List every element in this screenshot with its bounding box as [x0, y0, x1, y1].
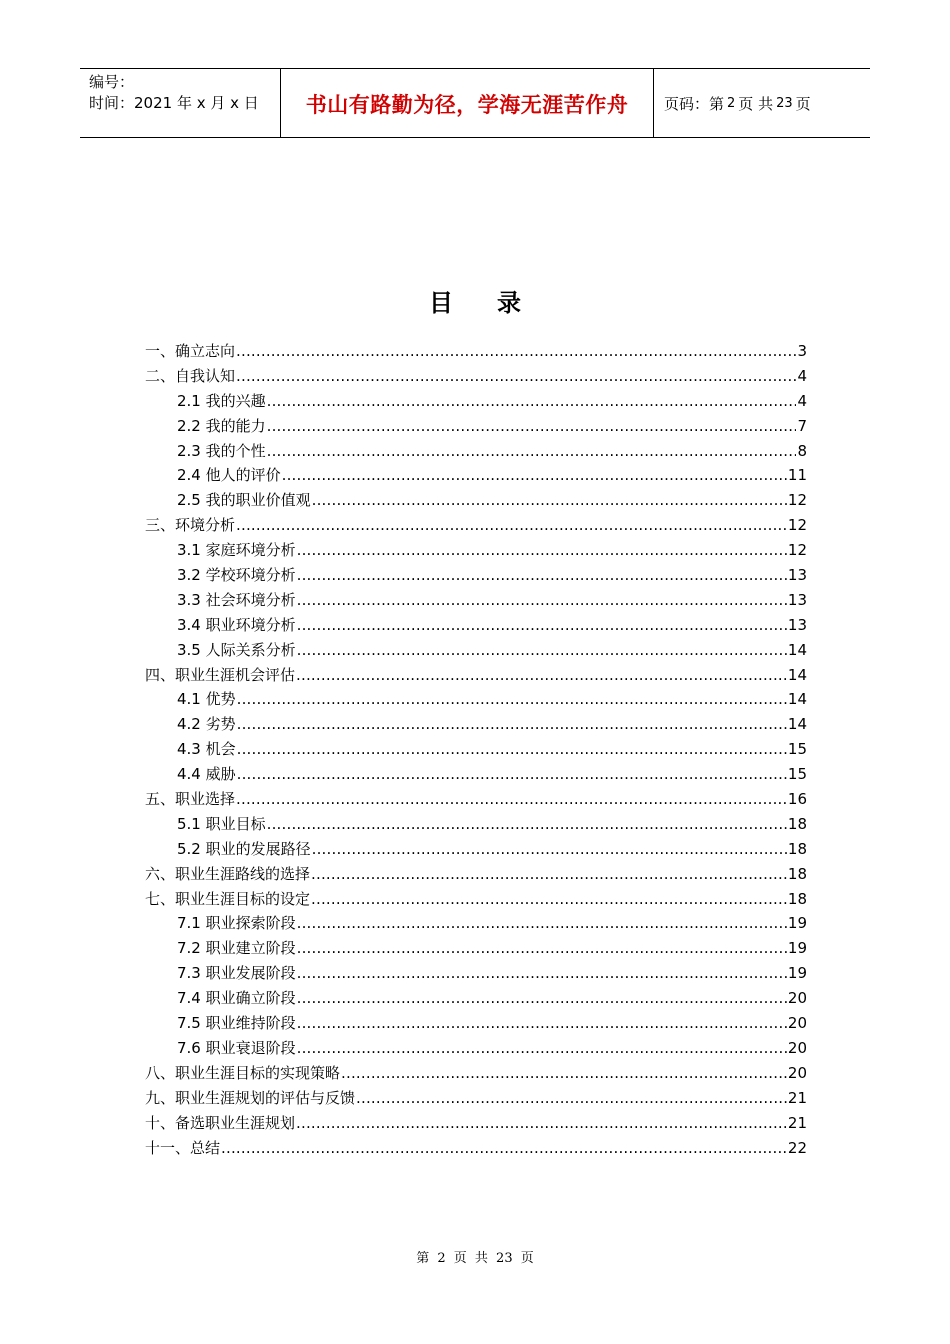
toc-entry-page: 3: [797, 342, 807, 360]
toc-entry[interactable]: [145, 513, 807, 538]
toc-dot-leader: [237, 712, 787, 737]
toc-entry[interactable]: [145, 1061, 807, 1086]
toc-dot-leader: [297, 563, 787, 588]
toc-entry[interactable]: [145, 538, 807, 563]
header-meta: [80, 69, 281, 137]
toc-dot-leader: [297, 638, 787, 663]
toc-entry[interactable]: [145, 1036, 807, 1061]
page-prefix: 页码：第: [664, 94, 725, 113]
toc-dot-leader: [311, 887, 787, 912]
toc-entry-page: 22: [787, 1138, 807, 1157]
toc-entry-page: 20: [787, 989, 807, 1008]
toc-entry[interactable]: [145, 762, 807, 787]
header-motto-cell: [281, 69, 654, 137]
toc-dot-leader: [282, 463, 787, 488]
toc-dot-leader: [236, 513, 787, 538]
toc-dot-leader: [311, 862, 787, 887]
toc-entry[interactable]: [145, 1111, 807, 1136]
toc-dot-leader: [297, 613, 787, 638]
time-label: 时间：2021 年 x 月 x 日: [89, 94, 259, 112]
toc-entry[interactable]: [145, 463, 807, 488]
toc-entry[interactable]: [145, 961, 807, 986]
toc-dot-leader: [297, 911, 787, 936]
toc-entry-label: 九、职业生涯规划的评估与反馈: [145, 1088, 356, 1107]
toc-entry-label: 3.4 职业环境分析: [177, 615, 296, 634]
toc-entry[interactable]: [145, 862, 807, 887]
toc-entry-page: 4: [797, 391, 807, 410]
toc-entry-label: 二、自我认知: [145, 366, 236, 385]
toc-entry[interactable]: [145, 389, 807, 414]
motto: 书山有路勤为径，学海无涯苦作舟: [305, 93, 629, 117]
toc-entry-label: 3.2 学校环境分析: [177, 566, 296, 585]
toc-entry[interactable]: [145, 911, 807, 936]
toc-dot-leader: [297, 936, 787, 961]
toc-entry-page: 11: [787, 466, 807, 485]
toc-entry[interactable]: [145, 1136, 807, 1161]
toc-entry-page: 18: [787, 864, 807, 883]
header-page-number: [654, 69, 870, 137]
toc-entry[interactable]: [145, 687, 807, 712]
serial-label: 编号：: [89, 73, 135, 91]
toc-entry-page: 13: [787, 615, 807, 634]
toc-entry-page: 19: [787, 914, 807, 933]
toc-entry-page: 12: [787, 541, 807, 560]
toc-entry[interactable]: [145, 613, 807, 638]
toc-entry-label: 4.2 劣势: [177, 715, 236, 734]
toc-dot-leader: [267, 389, 797, 414]
toc-entry[interactable]: [145, 737, 807, 762]
toc-entry-label: 5.2 职业的发展路径: [177, 839, 311, 858]
toc-entry[interactable]: [145, 339, 807, 364]
toc-entry-page: 14: [787, 690, 807, 709]
toc-entry-page: 20: [787, 1063, 807, 1082]
toc-entry-label: 4.4 威胁: [177, 765, 236, 784]
toc-entry-label: 4.1 优势: [177, 690, 236, 709]
toc-entry-page: 18: [787, 889, 807, 908]
toc-dot-leader: [237, 737, 787, 762]
toc-title: 目录: [429, 288, 565, 317]
page-total: 23: [776, 95, 793, 111]
page-mid: 页 共: [738, 94, 774, 113]
toc-entry-page: 20: [787, 1038, 807, 1057]
toc-dot-leader: [297, 1011, 787, 1036]
toc-entry-label: 2.3 我的个性: [177, 441, 266, 460]
toc-entry[interactable]: [145, 588, 807, 613]
toc-entry-page: 12: [787, 516, 807, 535]
toc-entry-page: 21: [787, 1113, 807, 1132]
toc-entry-label: 十一、总结: [145, 1138, 221, 1157]
toc-entry-label: 2.5 我的职业价值观: [177, 491, 311, 510]
toc-entry-page: 14: [787, 715, 807, 734]
page-suffix: 页: [795, 94, 811, 113]
toc-entry[interactable]: [145, 563, 807, 588]
toc-dot-leader: [297, 588, 787, 613]
toc-entry-label: 2.2 我的能力: [177, 416, 266, 435]
toc-entry-page: 13: [787, 590, 807, 609]
toc-dot-leader: [297, 1036, 787, 1061]
toc-entry-label: 7.4 职业确立阶段: [177, 989, 296, 1008]
toc-dot-leader: [237, 762, 787, 787]
toc-entry[interactable]: [145, 488, 807, 513]
toc-dot-leader: [236, 339, 796, 364]
toc-entry[interactable]: [145, 663, 807, 688]
toc-entry[interactable]: [145, 787, 807, 812]
toc-entry[interactable]: [145, 837, 807, 862]
toc-dot-leader: [236, 364, 796, 389]
toc-entry-page: 4: [797, 366, 807, 385]
toc-entry[interactable]: [145, 936, 807, 961]
toc-entry-label: 八、职业生涯目标的实现策略: [145, 1063, 341, 1082]
toc-entry-page: 16: [787, 790, 807, 809]
toc-entry-page: 13: [787, 566, 807, 585]
toc-entry[interactable]: [145, 638, 807, 663]
toc-dot-leader: [296, 1111, 787, 1136]
toc-entry-label: 7.3 职业发展阶段: [177, 964, 296, 983]
toc-dot-leader: [267, 414, 797, 439]
toc-entry[interactable]: [145, 364, 807, 389]
toc-entry-page: 14: [787, 665, 807, 684]
toc-entry-label: 2.4 他人的评价: [177, 466, 281, 485]
toc-entry-page: 21: [787, 1088, 807, 1107]
toc-entry-label: 三、环境分析: [145, 516, 236, 535]
toc-entry-label: 2.1 我的兴趣: [177, 391, 266, 410]
toc-entry-page: 18: [787, 814, 807, 833]
toc-entry[interactable]: [145, 1086, 807, 1111]
toc-entry[interactable]: [145, 887, 807, 912]
toc-entry[interactable]: [145, 986, 807, 1011]
toc-entry-label: 5.1 职业目标: [177, 814, 266, 833]
toc-entry[interactable]: [145, 439, 807, 464]
toc-dot-leader: [297, 538, 787, 563]
toc-dot-leader: [296, 663, 787, 688]
toc-entry-label: 一、确立志向: [145, 342, 236, 360]
toc-dot-leader: [267, 812, 787, 837]
toc-entry-page: 20: [787, 1014, 807, 1033]
toc-entry[interactable]: [145, 414, 807, 439]
toc-entry-label: 3.3 社会环境分析: [177, 590, 296, 609]
table-of-contents: [145, 339, 807, 1160]
toc-dot-leader: [297, 961, 787, 986]
toc-entry[interactable]: [145, 712, 807, 737]
toc-entry-label: 7.2 职业建立阶段: [177, 939, 296, 958]
toc-dot-leader: [237, 687, 787, 712]
toc-dot-leader: [341, 1061, 787, 1086]
toc-entry-page: 19: [787, 964, 807, 983]
toc-dot-leader: [297, 986, 787, 1011]
toc-entry-label: 六、职业生涯路线的选择: [145, 864, 311, 883]
page-current: 2: [727, 95, 736, 111]
page-header: [80, 68, 870, 138]
toc-dot-leader: [312, 488, 787, 513]
toc-dot-leader: [356, 1086, 787, 1111]
toc-entry-label: 3.5 人际关系分析: [177, 640, 296, 659]
toc-entry-page: 12: [787, 491, 807, 510]
toc-entry-page: 19: [787, 939, 807, 958]
toc-entry-label: 十、备选职业生涯规划: [145, 1113, 296, 1132]
toc-dot-leader: [236, 787, 787, 812]
toc-entry-label: 4.3 机会: [177, 740, 236, 759]
page-footer: 第 2 页 共 23 页: [416, 1251, 534, 1266]
toc-entry-label: 五、职业选择: [145, 790, 236, 809]
toc-entry[interactable]: [145, 1011, 807, 1036]
toc-entry-page: 15: [787, 740, 807, 759]
toc-entry-page: 8: [797, 441, 807, 460]
toc-entry-label: 7.5 职业维持阶段: [177, 1014, 296, 1033]
toc-dot-leader: [267, 439, 797, 464]
toc-entry-page: 14: [787, 640, 807, 659]
toc-entry-label: 3.1 家庭环境分析: [177, 541, 296, 560]
toc-entry-page: 7: [797, 416, 807, 435]
toc-entry[interactable]: [145, 812, 807, 837]
toc-entry-page: 18: [787, 839, 807, 858]
toc-entry-label: 七、职业生涯目标的设定: [145, 889, 311, 908]
toc-dot-leader: [221, 1136, 787, 1161]
toc-dot-leader: [312, 837, 787, 862]
toc-entry-page: 15: [787, 765, 807, 784]
toc-entry-label: 四、职业生涯机会评估: [145, 665, 296, 684]
toc-entry-label: 7.1 职业探索阶段: [177, 914, 296, 933]
toc-entry-label: 7.6 职业衰退阶段: [177, 1038, 296, 1057]
